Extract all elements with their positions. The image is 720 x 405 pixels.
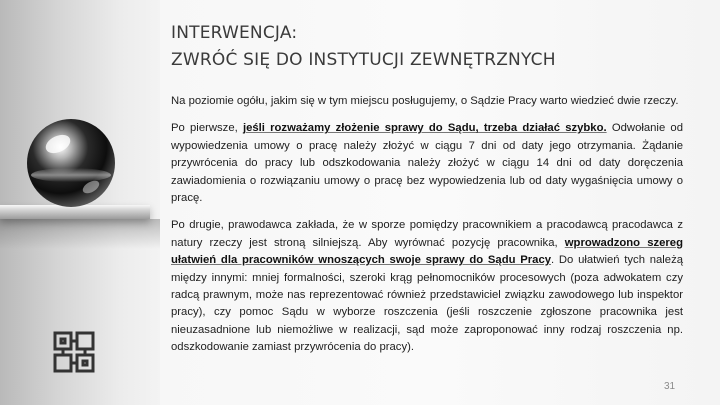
knot-logo-icon (52, 330, 96, 374)
paragraph-3-lead: Po drugie, prawodawca zakłada, że w sporze pomiędzy pracownikiem a pracodawcą pracodawca z natury rzeczy jest stroną silniejszą. Aby wyrównać pozycję pracownika, (171, 219, 683, 249)
slide-title (171, 20, 691, 74)
paragraph-3-highlight: wprowadzono szereg ułatwień dla pracowników wnoszących swoje sprawy do Sądu Pracy (171, 236, 683, 267)
shelf-shadow (0, 219, 160, 249)
paragraph-2 (171, 120, 683, 207)
paragraph-1: Na poziomie ogółu, jakim się w tym miejscu posługujemy, o Sądzie Pracy warto wiedzieć dwie rzeczy. (171, 95, 679, 107)
paragraph-2-highlight: jeśli rozważamy złożenie sprawy do Sądu, trzeba działać szybko. (242, 122, 607, 135)
paragraph-2-lead: Po pierwsze, (171, 122, 243, 135)
paragraph-2-rest: Odwołanie od wypowiedzenia umowy o pracę należy złożyć w ciągu 7 dni od daty jego otrzymania. Żądanie przywrócenia do pracy lub odszkodowania należy złożyć w ciągu 14 dni od daty doręczenia zawiadomienia o rozwiązaniu umowy o pracę bez wypowiedzenia lub od daty wygaśnięcia umowy o pracę. (171, 122, 683, 205)
page-number: 31 (664, 381, 676, 392)
paragraph-3 (171, 217, 683, 356)
title-line-1: INTERWENCJA: (171, 23, 298, 43)
paragraph-3-rest: . Do ułatwień tych należą między innymi: mniej formalności, szeroki krąg pełnomocników procesowych (poza adwokatem czy radcą prawnym, może nas reprezentować również przedstawiciel związku zawodowego lub inspektor pracy), czy pomoc Sądu w wyborze roszczenia (jeśli roszczenie zgłoszone pracownika jest nieuzasadnione lub niemożliwe w realizacji, sąd może zaproponować inny rodzaj roszczenia np. odszkodowanie zamiast przywrócenia do pracy). (171, 254, 684, 354)
chrome-sphere-icon (25, 117, 117, 209)
slide-body (171, 93, 683, 367)
title-line-2: ZWRÓĆ SIĘ DO INSTYTUCJI ZEWNĘTRZNYCH (171, 50, 556, 70)
